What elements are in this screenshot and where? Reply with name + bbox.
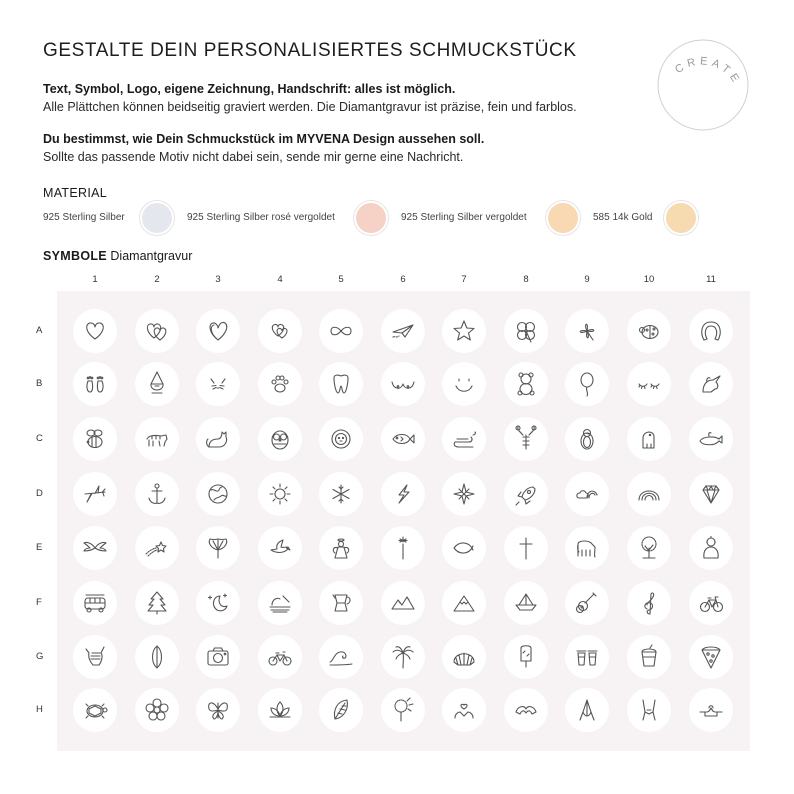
symbol-H4[interactable] [258, 688, 302, 732]
heart-hands-couple-icon [442, 688, 486, 732]
owl-icon [258, 417, 302, 461]
lion-icon [319, 417, 363, 461]
symbol-F10[interactable] [627, 581, 671, 625]
shooting-star-icon [135, 526, 179, 570]
symbol-B3[interactable] [196, 362, 240, 406]
column-number: 11 [706, 274, 716, 285]
row-letter: E [36, 542, 43, 553]
column-number: 9 [584, 274, 590, 285]
pizza-icon [689, 635, 733, 679]
symbol-A2[interactable] [135, 309, 179, 353]
shell-icon [442, 635, 486, 679]
symbol-grid-background [57, 291, 750, 751]
symbol-A3[interactable] [196, 309, 240, 353]
symbol-G10[interactable] [627, 635, 671, 679]
column-number: 6 [400, 274, 406, 285]
intro-line-1: Text, Symbol, Logo, eigene Zeichnung, Handschrift: alles ist möglich. [43, 82, 456, 96]
sleigh-icon [442, 417, 486, 461]
lotus-icon [258, 688, 302, 732]
intro-line-4: Sollte das passende Motiv nicht dabei sein, sende mir gerne eine Nachricht. [43, 150, 464, 164]
symbol-D2[interactable] [135, 472, 179, 516]
column-number: 5 [338, 274, 344, 285]
symbol-G1[interactable] [73, 635, 117, 679]
airplane-icon [73, 472, 117, 516]
wave-icon [319, 635, 363, 679]
symbol-A4[interactable] [258, 309, 302, 353]
symbol-B6[interactable] [381, 362, 425, 406]
intro-paragraph-2 [43, 130, 484, 166]
symbol-H8[interactable] [504, 688, 548, 732]
column-number: 2 [154, 274, 160, 285]
intro-line-2: Alle Plättchen können beidseitig graviert werden. Die Diamantgravur ist präzise, fein und farblos. [43, 100, 577, 114]
symbol-B7[interactable] [442, 362, 486, 406]
material-label-14k-gold: 585 14k Gold [593, 212, 653, 223]
treble-clef-icon [627, 581, 671, 625]
gnome-icon [135, 362, 179, 406]
symbol-G8[interactable] [504, 635, 548, 679]
moka-pot-icon [319, 581, 363, 625]
diamond-icon [689, 472, 733, 516]
symbol-G6[interactable] [381, 635, 425, 679]
column-number: 8 [523, 274, 529, 285]
popsicle-icon [504, 635, 548, 679]
symbol-E5[interactable] [319, 526, 363, 570]
symbol-D5[interactable] [319, 472, 363, 516]
cloud-rainbow-icon [565, 472, 609, 516]
material-swatch-silver[interactable] [140, 201, 174, 235]
stamp-text: CREATE [673, 55, 744, 88]
compass-star-icon [442, 472, 486, 516]
symbol-D3[interactable] [196, 472, 240, 516]
symbol-G2[interactable] [135, 635, 179, 679]
symbol-B11[interactable] [689, 362, 733, 406]
symbol-D6[interactable] [381, 472, 425, 516]
symbol-C2[interactable] [135, 417, 179, 461]
praying-hands-icon [565, 688, 609, 732]
symbol-G7[interactable] [442, 635, 486, 679]
sunset-waves-icon [258, 581, 302, 625]
symbol-C6[interactable] [381, 417, 425, 461]
infinity-icon [319, 309, 363, 353]
symbol-E1[interactable] [73, 526, 117, 570]
material-label-rose: 925 Sterling Silber rosé vergoldet [187, 212, 335, 223]
teddy-bear-icon [504, 362, 548, 406]
heart-knot-icon [258, 309, 302, 353]
symbols-heading-bold: SYMBOLE [43, 249, 107, 263]
symbol-B5[interactable] [319, 362, 363, 406]
symbol-B8[interactable] [504, 362, 548, 406]
symbol-E10[interactable] [627, 526, 671, 570]
symbol-A7[interactable] [442, 309, 486, 353]
column-number: 3 [215, 274, 221, 285]
balloon-icon [565, 362, 609, 406]
ichthys-icon [442, 526, 486, 570]
column-number: 1 [92, 274, 98, 285]
intro-paragraph-1 [43, 80, 577, 116]
dinosaur-icon [627, 417, 671, 461]
symbol-D4[interactable] [258, 472, 302, 516]
tooth-icon [319, 362, 363, 406]
symbol-C9[interactable] [565, 417, 609, 461]
moon-stars-icon [196, 581, 240, 625]
symbol-F4[interactable] [258, 581, 302, 625]
material-label-silver: 925 Sterling Silber [43, 212, 125, 223]
lightning-icon [381, 472, 425, 516]
symbol-C7[interactable] [442, 417, 486, 461]
clover-icon [565, 309, 609, 353]
sketch-heart-icon [196, 309, 240, 353]
penguin-icon [565, 417, 609, 461]
column-number: 4 [277, 274, 283, 285]
symbol-C11[interactable] [689, 417, 733, 461]
symbol-B4[interactable] [258, 362, 302, 406]
camera-icon [196, 635, 240, 679]
symbol-A9[interactable] [565, 309, 609, 353]
material-swatch-rose[interactable] [354, 201, 388, 235]
svg-text:CREATE [673, 55, 743, 87]
butterfly-icon [196, 688, 240, 732]
symbol-A6[interactable] [381, 309, 425, 353]
paper-boat-icon [504, 581, 548, 625]
symbol-A1[interactable] [73, 309, 117, 353]
material-label-gold-plated: 925 Sterling Silber vergoldet [401, 212, 527, 223]
sun-icon [258, 472, 302, 516]
symbol-D10[interactable] [627, 472, 671, 516]
closed-eyes-icon [627, 362, 671, 406]
ladybug-icon [627, 309, 671, 353]
symbol-F5[interactable] [319, 581, 363, 625]
coffee-cups-icon [565, 635, 609, 679]
symbol-G4[interactable] [258, 635, 302, 679]
symbol-F11[interactable] [689, 581, 733, 625]
symbol-E9[interactable] [565, 526, 609, 570]
page-title: GESTALTE DEIN PERSONALISIERTES SCHMUCKSTÜCK [43, 40, 577, 61]
row-letter: G [36, 651, 44, 662]
heart-icon [73, 309, 117, 353]
symbol-C1[interactable] [73, 417, 117, 461]
guitar-icon [565, 581, 609, 625]
shaka-hand-icon [73, 635, 117, 679]
material-swatch-gold-plated[interactable] [546, 201, 580, 235]
symbol-F8[interactable] [504, 581, 548, 625]
symbol-H9[interactable] [565, 688, 609, 732]
row-letter: H [36, 704, 43, 715]
symbol-H6[interactable] [381, 688, 425, 732]
symbol-H7[interactable] [442, 688, 486, 732]
cat-icon [196, 417, 240, 461]
symbol-B2[interactable] [135, 362, 179, 406]
row-letter: B [36, 378, 43, 389]
flower-icon [135, 688, 179, 732]
paper-plane-icon [381, 309, 425, 353]
symbol-D7[interactable] [442, 472, 486, 516]
row-letter: D [36, 488, 43, 499]
symbol-C10[interactable] [627, 417, 671, 461]
camper-van-icon [73, 581, 117, 625]
create-stamp [655, 37, 751, 133]
material-options [43, 201, 743, 235]
symbol-A10[interactable] [627, 309, 671, 353]
smiley-icon [442, 362, 486, 406]
symbol-G11[interactable] [689, 635, 733, 679]
four-leaf-clover-icon [504, 309, 548, 353]
sparkler-icon [381, 526, 425, 570]
symbol-G3[interactable] [196, 635, 240, 679]
baby-feet-icon [73, 362, 117, 406]
symbol-C3[interactable] [196, 417, 240, 461]
symbol-C5[interactable] [319, 417, 363, 461]
symbol-E6[interactable] [381, 526, 425, 570]
symbol-E3[interactable] [196, 526, 240, 570]
symbol-F3[interactable] [196, 581, 240, 625]
dandelion-icon [381, 688, 425, 732]
symbol-C8[interactable] [504, 417, 548, 461]
drink-cup-icon [627, 635, 671, 679]
symbol-B9[interactable] [565, 362, 609, 406]
symbol-F1[interactable] [73, 581, 117, 625]
surfboard-icon [135, 635, 179, 679]
symbols-heading [43, 249, 192, 263]
leaf-icon [319, 688, 363, 732]
bike-icon [258, 635, 302, 679]
symbol-F7[interactable] [442, 581, 486, 625]
mountains-icon [381, 581, 425, 625]
symbol-D8[interactable] [504, 472, 548, 516]
rocket-icon [504, 472, 548, 516]
symbol-C4[interactable] [258, 417, 302, 461]
symbol-G9[interactable] [565, 635, 609, 679]
symbol-H3[interactable] [196, 688, 240, 732]
horseshoe-icon [689, 309, 733, 353]
symbol-D9[interactable] [565, 472, 609, 516]
tree-of-life-icon [627, 526, 671, 570]
ginkgo-icon [196, 526, 240, 570]
column-number: 10 [643, 274, 655, 285]
symbols-heading-rest: Diamantgravur [106, 249, 193, 263]
symbol-E7[interactable] [442, 526, 486, 570]
row-letter: C [36, 433, 43, 444]
symbol-A8[interactable] [504, 309, 548, 353]
breasts-icon [381, 362, 425, 406]
column-headers [0, 274, 794, 288]
symbol-A11[interactable] [689, 309, 733, 353]
fish-icon [381, 417, 425, 461]
symbol-G5[interactable] [319, 635, 363, 679]
symbol-B1[interactable] [73, 362, 117, 406]
dove-icon [258, 526, 302, 570]
tiger-icon [135, 417, 179, 461]
turtle-icon [73, 688, 117, 732]
snowflake-icon [319, 472, 363, 516]
symbol-F6[interactable] [381, 581, 425, 625]
intro-line-3: Du bestimmst, wie Dein Schmuckstück im MYVENA Design aussehen soll. [43, 132, 485, 146]
row-letter: A [36, 325, 43, 336]
column-number: 7 [461, 274, 467, 285]
symbol-H2[interactable] [135, 688, 179, 732]
row-labels [36, 0, 56, 794]
symbol-E11[interactable] [689, 526, 733, 570]
whale-icon [689, 417, 733, 461]
holding-hands-icon [627, 688, 671, 732]
rainbow-icon [627, 472, 671, 516]
cat-face-icon [196, 362, 240, 406]
angel-icon [319, 526, 363, 570]
symbol-F2[interactable] [135, 581, 179, 625]
mountain-icon [442, 581, 486, 625]
double-heart-icon [135, 309, 179, 353]
fir-tree-icon [135, 581, 179, 625]
globe-icon [196, 472, 240, 516]
symbol-H5[interactable] [319, 688, 363, 732]
symbol-E8[interactable] [504, 526, 548, 570]
material-swatch-14k-gold[interactable] [664, 201, 698, 235]
star-icon [442, 309, 486, 353]
pinky-promise-icon [689, 688, 733, 732]
symbol-B10[interactable] [627, 362, 671, 406]
anchor-icon [135, 472, 179, 516]
symbol-H11[interactable] [689, 688, 733, 732]
lobster-icon [504, 417, 548, 461]
bicycle-icon [689, 581, 733, 625]
row-letter: F [36, 597, 42, 608]
symbol-F9[interactable] [565, 581, 609, 625]
elephant-icon [565, 526, 609, 570]
wings-icon [73, 526, 117, 570]
bee-icon [73, 417, 117, 461]
symbol-E2[interactable] [135, 526, 179, 570]
cross-icon [504, 526, 548, 570]
symbol-D1[interactable] [73, 472, 117, 516]
symbol-A5[interactable] [319, 309, 363, 353]
paw-icon [258, 362, 302, 406]
symbol-H10[interactable] [627, 688, 671, 732]
symbol-D11[interactable] [689, 472, 733, 516]
hands-heart-icon [504, 688, 548, 732]
symbol-H1[interactable] [73, 688, 117, 732]
palm-tree-icon [381, 635, 425, 679]
buddha-icon [689, 526, 733, 570]
symbol-E4[interactable] [258, 526, 302, 570]
unicorn-icon [689, 362, 733, 406]
create-stamp-icon [655, 37, 751, 133]
material-heading: MATERIAL [43, 186, 107, 200]
